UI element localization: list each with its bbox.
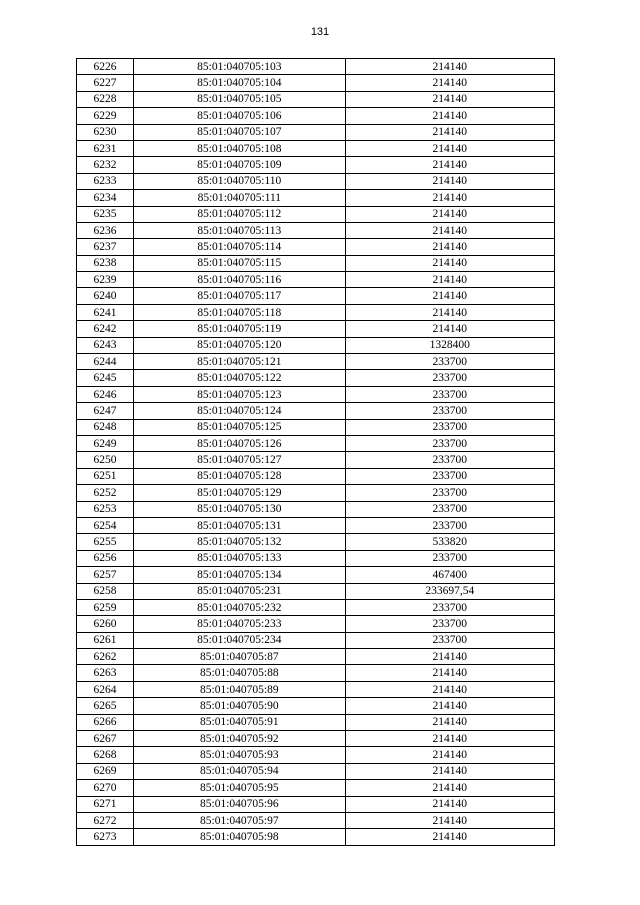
cadastral-number-cell: 85:01:040705:120 [134,337,345,353]
row-number-cell: 6252 [77,485,134,501]
table-row [77,239,555,255]
row-number-cell: 6266 [77,714,134,730]
value-cell: 214140 [345,239,554,255]
row-number-cell: 6233 [77,173,134,189]
cadastral-number-cell: 85:01:040705:118 [134,304,345,320]
value-cell: 214140 [345,124,554,140]
row-number-cell: 6250 [77,452,134,468]
row-number-cell: 6226 [77,59,134,75]
row-number-cell: 6238 [77,255,134,271]
table-row [77,419,555,435]
cadastral-number-cell: 85:01:040705:126 [134,435,345,451]
table-row [77,616,555,632]
value-cell: 467400 [345,567,554,583]
row-number-cell: 6246 [77,386,134,402]
value-cell: 214140 [345,714,554,730]
table-row [77,812,555,828]
row-number-cell: 6269 [77,763,134,779]
value-cell: 214140 [345,59,554,75]
table-row [77,763,555,779]
table-row [77,534,555,550]
cadastral-number-cell: 85:01:040705:124 [134,403,345,419]
row-number-cell: 6229 [77,108,134,124]
row-number-cell: 6259 [77,599,134,615]
value-cell: 233700 [345,354,554,370]
table-row [77,583,555,599]
row-number-cell: 6235 [77,206,134,222]
table-row [77,222,555,238]
row-number-cell: 6228 [77,91,134,107]
cadastral-number-cell: 85:01:040705:114 [134,239,345,255]
table-row [77,599,555,615]
cadastral-number-cell: 85:01:040705:95 [134,780,345,796]
cadastral-number-cell: 85:01:040705:88 [134,665,345,681]
table-row [77,632,555,648]
cadastral-number-cell: 85:01:040705:92 [134,731,345,747]
value-cell: 214140 [345,140,554,156]
row-number-cell: 6255 [77,534,134,550]
row-number-cell: 6227 [77,75,134,91]
row-number-cell: 6230 [77,124,134,140]
value-cell: 214140 [345,731,554,747]
value-cell: 233700 [345,550,554,566]
value-cell: 214140 [345,173,554,189]
cadastral-number-cell: 85:01:040705:133 [134,550,345,566]
table-row [77,796,555,812]
value-cell: 214140 [345,108,554,124]
table-row [77,321,555,337]
table-row [77,288,555,304]
table-row [77,272,555,288]
cadastral-number-cell: 85:01:040705:127 [134,452,345,468]
table-row [77,747,555,763]
value-cell: 214140 [345,255,554,271]
value-cell: 233700 [345,501,554,517]
cadastral-number-cell: 85:01:040705:119 [134,321,345,337]
value-cell: 1328400 [345,337,554,353]
value-cell: 214140 [345,190,554,206]
row-number-cell: 6261 [77,632,134,648]
value-cell: 233700 [345,599,554,615]
cadastral-number-cell: 85:01:040705:130 [134,501,345,517]
table-row [77,403,555,419]
table-row [77,190,555,206]
value-cell: 214140 [345,157,554,173]
row-number-cell: 6260 [77,616,134,632]
table-row [77,75,555,91]
table-row [77,517,555,533]
row-number-cell: 6249 [77,435,134,451]
cadastral-number-cell: 85:01:040705:98 [134,829,345,845]
value-cell: 214140 [345,763,554,779]
cadastral-number-cell: 85:01:040705:125 [134,419,345,435]
row-number-cell: 6272 [77,812,134,828]
table-body [77,59,555,846]
cadastral-number-cell: 85:01:040705:97 [134,812,345,828]
row-number-cell: 6253 [77,501,134,517]
cadastral-number-cell: 85:01:040705:131 [134,517,345,533]
value-cell: 233697,54 [345,583,554,599]
value-cell: 233700 [345,370,554,386]
cadastral-number-cell: 85:01:040705:108 [134,140,345,156]
table-row [77,698,555,714]
row-number-cell: 6268 [77,747,134,763]
row-number-cell: 6265 [77,698,134,714]
table-row [77,206,555,222]
table-row [77,468,555,484]
row-number-cell: 6267 [77,731,134,747]
row-number-cell: 6271 [77,796,134,812]
cadastral-number-cell: 85:01:040705:87 [134,649,345,665]
value-cell: 214140 [345,698,554,714]
table-row [77,780,555,796]
value-cell: 233700 [345,403,554,419]
cadastral-number-cell: 85:01:040705:231 [134,583,345,599]
cadastral-number-cell: 85:01:040705:91 [134,714,345,730]
table-row [77,173,555,189]
row-number-cell: 6251 [77,468,134,484]
row-number-cell: 6242 [77,321,134,337]
table-row [77,124,555,140]
row-number-cell: 6270 [77,780,134,796]
cadastral-number-cell: 85:01:040705:112 [134,206,345,222]
table-row [77,452,555,468]
cadastral-number-cell: 85:01:040705:232 [134,599,345,615]
cadastral-number-cell: 85:01:040705:89 [134,681,345,697]
row-number-cell: 6254 [77,517,134,533]
value-cell: 233700 [345,419,554,435]
table-row [77,567,555,583]
value-cell: 214140 [345,747,554,763]
cadastral-number-cell: 85:01:040705:111 [134,190,345,206]
value-cell: 214140 [345,304,554,320]
row-number-cell: 6244 [77,354,134,370]
value-cell: 214140 [345,272,554,288]
value-cell: 233700 [345,435,554,451]
table-row [77,140,555,156]
table-row [77,485,555,501]
value-cell: 214140 [345,812,554,828]
data-table [76,58,555,846]
row-number-cell: 6234 [77,190,134,206]
row-number-cell: 6231 [77,140,134,156]
cadastral-number-cell: 85:01:040705:110 [134,173,345,189]
value-cell: 214140 [345,321,554,337]
value-cell: 533820 [345,534,554,550]
table-row [77,435,555,451]
value-cell: 214140 [345,75,554,91]
row-number-cell: 6240 [77,288,134,304]
value-cell: 214140 [345,288,554,304]
value-cell: 233700 [345,485,554,501]
cadastral-number-cell: 85:01:040705:90 [134,698,345,714]
table-row [77,731,555,747]
table-row [77,59,555,75]
row-number-cell: 6256 [77,550,134,566]
table-row [77,386,555,402]
page-number: 131 [310,26,330,38]
cadastral-number-cell: 85:01:040705:103 [134,59,345,75]
value-cell: 233700 [345,452,554,468]
value-cell: 214140 [345,665,554,681]
row-number-cell: 6263 [77,665,134,681]
cadastral-number-cell: 85:01:040705:113 [134,222,345,238]
row-number-cell: 6262 [77,649,134,665]
table-row [77,354,555,370]
value-cell: 214140 [345,780,554,796]
cadastral-number-cell: 85:01:040705:134 [134,567,345,583]
cadastral-number-cell: 85:01:040705:96 [134,796,345,812]
row-number-cell: 6243 [77,337,134,353]
value-cell: 214140 [345,681,554,697]
value-cell: 214140 [345,91,554,107]
row-number-cell: 6247 [77,403,134,419]
table-row [77,108,555,124]
row-number-cell: 6241 [77,304,134,320]
table-row [77,649,555,665]
cadastral-number-cell: 85:01:040705:129 [134,485,345,501]
table-row [77,681,555,697]
cadastral-number-cell: 85:01:040705:109 [134,157,345,173]
table-row [77,91,555,107]
value-cell: 214140 [345,222,554,238]
cadastral-number-cell: 85:01:040705:121 [134,354,345,370]
cadastral-number-cell: 85:01:040705:105 [134,91,345,107]
value-cell: 214140 [345,206,554,222]
table-row [77,255,555,271]
cadastral-number-cell: 85:01:040705:128 [134,468,345,484]
cadastral-number-cell: 85:01:040705:117 [134,288,345,304]
row-number-cell: 6258 [77,583,134,599]
value-cell: 214140 [345,829,554,845]
value-cell: 214140 [345,649,554,665]
row-number-cell: 6237 [77,239,134,255]
cadastral-number-cell: 85:01:040705:233 [134,616,345,632]
table-row [77,665,555,681]
table-row [77,370,555,386]
row-number-cell: 6264 [77,681,134,697]
row-number-cell: 6236 [77,222,134,238]
cadastral-number-cell: 85:01:040705:123 [134,386,345,402]
row-number-cell: 6232 [77,157,134,173]
cadastral-number-cell: 85:01:040705:132 [134,534,345,550]
row-number-cell: 6273 [77,829,134,845]
value-cell: 214140 [345,796,554,812]
row-number-cell: 6257 [77,567,134,583]
table-row [77,304,555,320]
value-cell: 233700 [345,386,554,402]
row-number-cell: 6245 [77,370,134,386]
cadastral-number-cell: 85:01:040705:93 [134,747,345,763]
cadastral-number-cell: 85:01:040705:122 [134,370,345,386]
table-row [77,157,555,173]
table-row [77,714,555,730]
cadastral-number-cell: 85:01:040705:107 [134,124,345,140]
row-number-cell: 6239 [77,272,134,288]
table-row [77,829,555,845]
table-row [77,501,555,517]
row-number-cell: 6248 [77,419,134,435]
cadastral-number-cell: 85:01:040705:115 [134,255,345,271]
value-cell: 233700 [345,616,554,632]
table-row [77,550,555,566]
cadastral-number-cell: 85:01:040705:106 [134,108,345,124]
cadastral-number-cell: 85:01:040705:116 [134,272,345,288]
cadastral-number-cell: 85:01:040705:94 [134,763,345,779]
table-row [77,337,555,353]
value-cell: 233700 [345,517,554,533]
cadastral-number-cell: 85:01:040705:234 [134,632,345,648]
cadastral-number-cell: 85:01:040705:104 [134,75,345,91]
value-cell: 233700 [345,632,554,648]
value-cell: 233700 [345,468,554,484]
